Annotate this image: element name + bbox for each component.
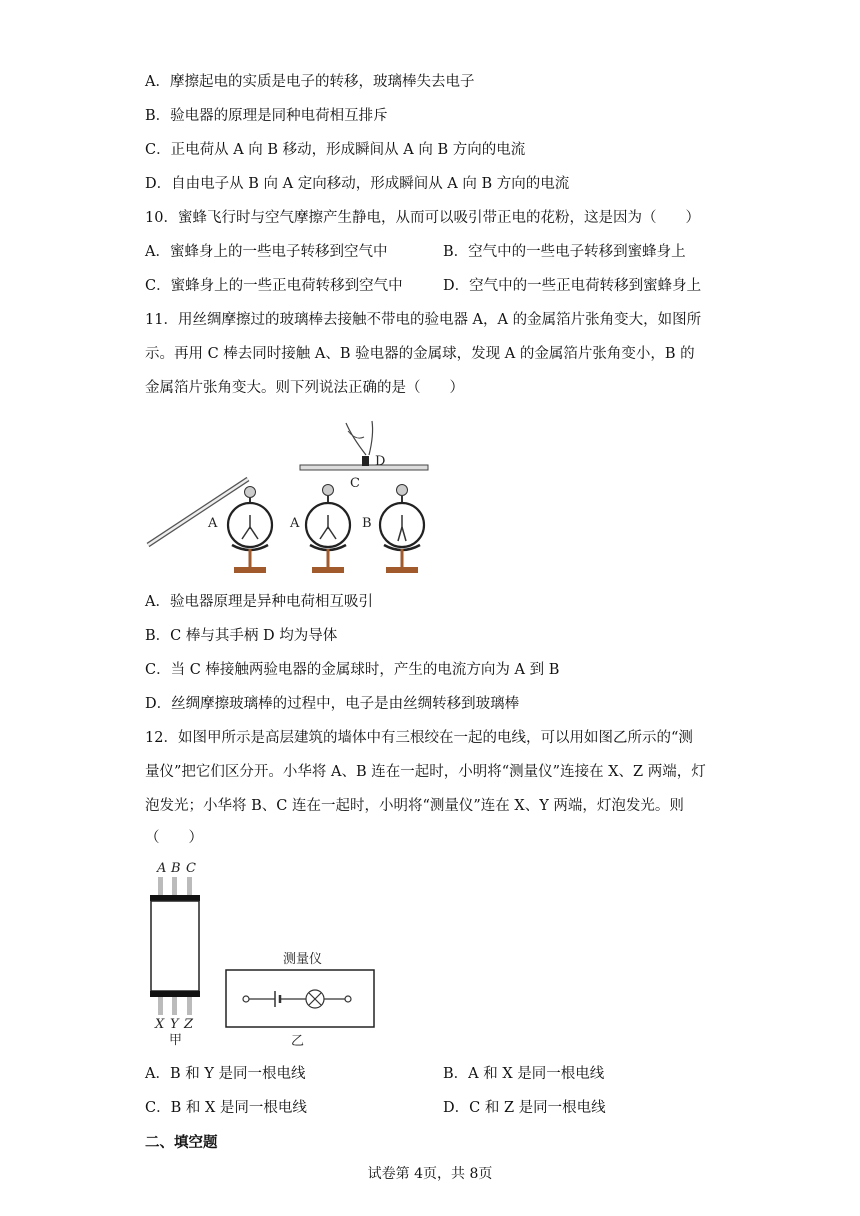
- label-yi: 乙: [291, 1034, 305, 1049]
- q11-stem-line2: 示。再用 C 棒去同时接触 A、B 验电器的金属球，发现 A 的金属箔片张角变小，B 的: [145, 346, 695, 362]
- q11-option-a: A．验电器原理是异种电荷相互吸引: [145, 594, 373, 610]
- label-jia: 甲: [169, 1033, 183, 1048]
- q9-option-b: B．验电器的原理是同种电荷相互排斥: [145, 108, 388, 124]
- q10-stem: 10．蜜蜂飞行时与空气摩擦产生静电，从而可以吸引带正电的花粉，这是因为（ ）: [145, 210, 700, 226]
- q12-stem-line1: 12．如图甲所示是高层建筑的墙体中有三根绞在一起的电线，可以用如图乙所示的“测: [145, 730, 693, 746]
- label-bot-z: Z: [184, 1017, 194, 1032]
- wire-bundle-jia: [150, 861, 200, 1048]
- q12-option-c: C．B 和 X 是同一根电线: [145, 1100, 307, 1116]
- label-b: B: [362, 516, 372, 531]
- q12-option-a: A．B 和 Y 是同一根电线: [145, 1066, 306, 1082]
- q11-stem-line1: 11．用丝绸摩擦过的玻璃棒去接触不带电的验电器 A，A 的金属箔片张角变大，如图所: [145, 312, 702, 328]
- q12-stem-line4: （ ）: [145, 830, 203, 846]
- meter-yi: [226, 952, 374, 1049]
- q12-option-b: B．A 和 X 是同一根电线: [443, 1066, 605, 1082]
- label-top-b: B: [171, 861, 181, 876]
- rod-c-with-handle-d: [300, 421, 428, 491]
- section-title: 二、填空题: [145, 1134, 218, 1151]
- q9-option-d: D．自由电子从 B 向 A 定向移动，形成瞬间从 A 向 B 方向的电流: [145, 176, 570, 192]
- q10-option-c: C．蜜蜂身上的一些正电荷转移到空气中: [145, 278, 403, 294]
- q11-stem-line3: 金属箔片张角变大。则下列说法正确的是（ ）: [145, 380, 464, 396]
- q11-option-c: C．当 C 棒接触两验电器的金属球时，产生的电流方向为 A 到 B: [145, 662, 560, 678]
- q10-option-a: A．蜜蜂身上的一些电子转移到空气中: [145, 244, 388, 260]
- label-a-left: A: [208, 516, 218, 531]
- q12-option-d: D．C 和 Z 是同一根电线: [443, 1100, 606, 1116]
- label-bot-x: X: [155, 1017, 165, 1032]
- electroscope-figure: [140, 415, 450, 580]
- label-d: D: [375, 454, 386, 469]
- wire-meter-figure: [140, 855, 460, 1050]
- q11-option-d: D．丝绸摩擦玻璃棒的过程中，电子是由丝绸转移到玻璃棒: [145, 696, 520, 712]
- q12-stem-line2: 量仪”把它们区分开。小华将 A、B 连在一起时，小明将“测量仪”连接在 X、Z 两端，灯: [145, 764, 706, 780]
- q12-stem-line3: 泡发光；小华将 B、C 连在一起时，小明将“测量仪”连在 X、Y 两端，灯泡发光。则: [145, 798, 684, 814]
- label-c: C: [350, 476, 360, 491]
- q9-option-a: A．摩擦起电的实质是电子的转移，玻璃棒失去电子: [145, 74, 475, 90]
- electroscope-b: [362, 485, 424, 574]
- label-a-middle: A: [290, 516, 300, 531]
- q11-option-b: B．C 棒与其手柄 D 均为导体: [145, 628, 338, 644]
- label-bot-y: Y: [170, 1017, 179, 1032]
- q10-option-b: B．空气中的一些电子转移到蜜蜂身上: [443, 244, 686, 260]
- label-top-a: A: [157, 861, 167, 876]
- meter-title: 测量仪: [283, 952, 323, 967]
- label-top-c: C: [186, 861, 196, 876]
- q9-option-c: C．正电荷从 A 向 B 移动，形成瞬间从 A 向 B 方向的电流: [145, 142, 526, 158]
- electroscope-a-middle: [289, 485, 350, 574]
- q10-option-d: D．空气中的一些正电荷转移到蜜蜂身上: [443, 278, 702, 294]
- page-footer: 试卷第 4页，共 8页: [367, 1166, 493, 1182]
